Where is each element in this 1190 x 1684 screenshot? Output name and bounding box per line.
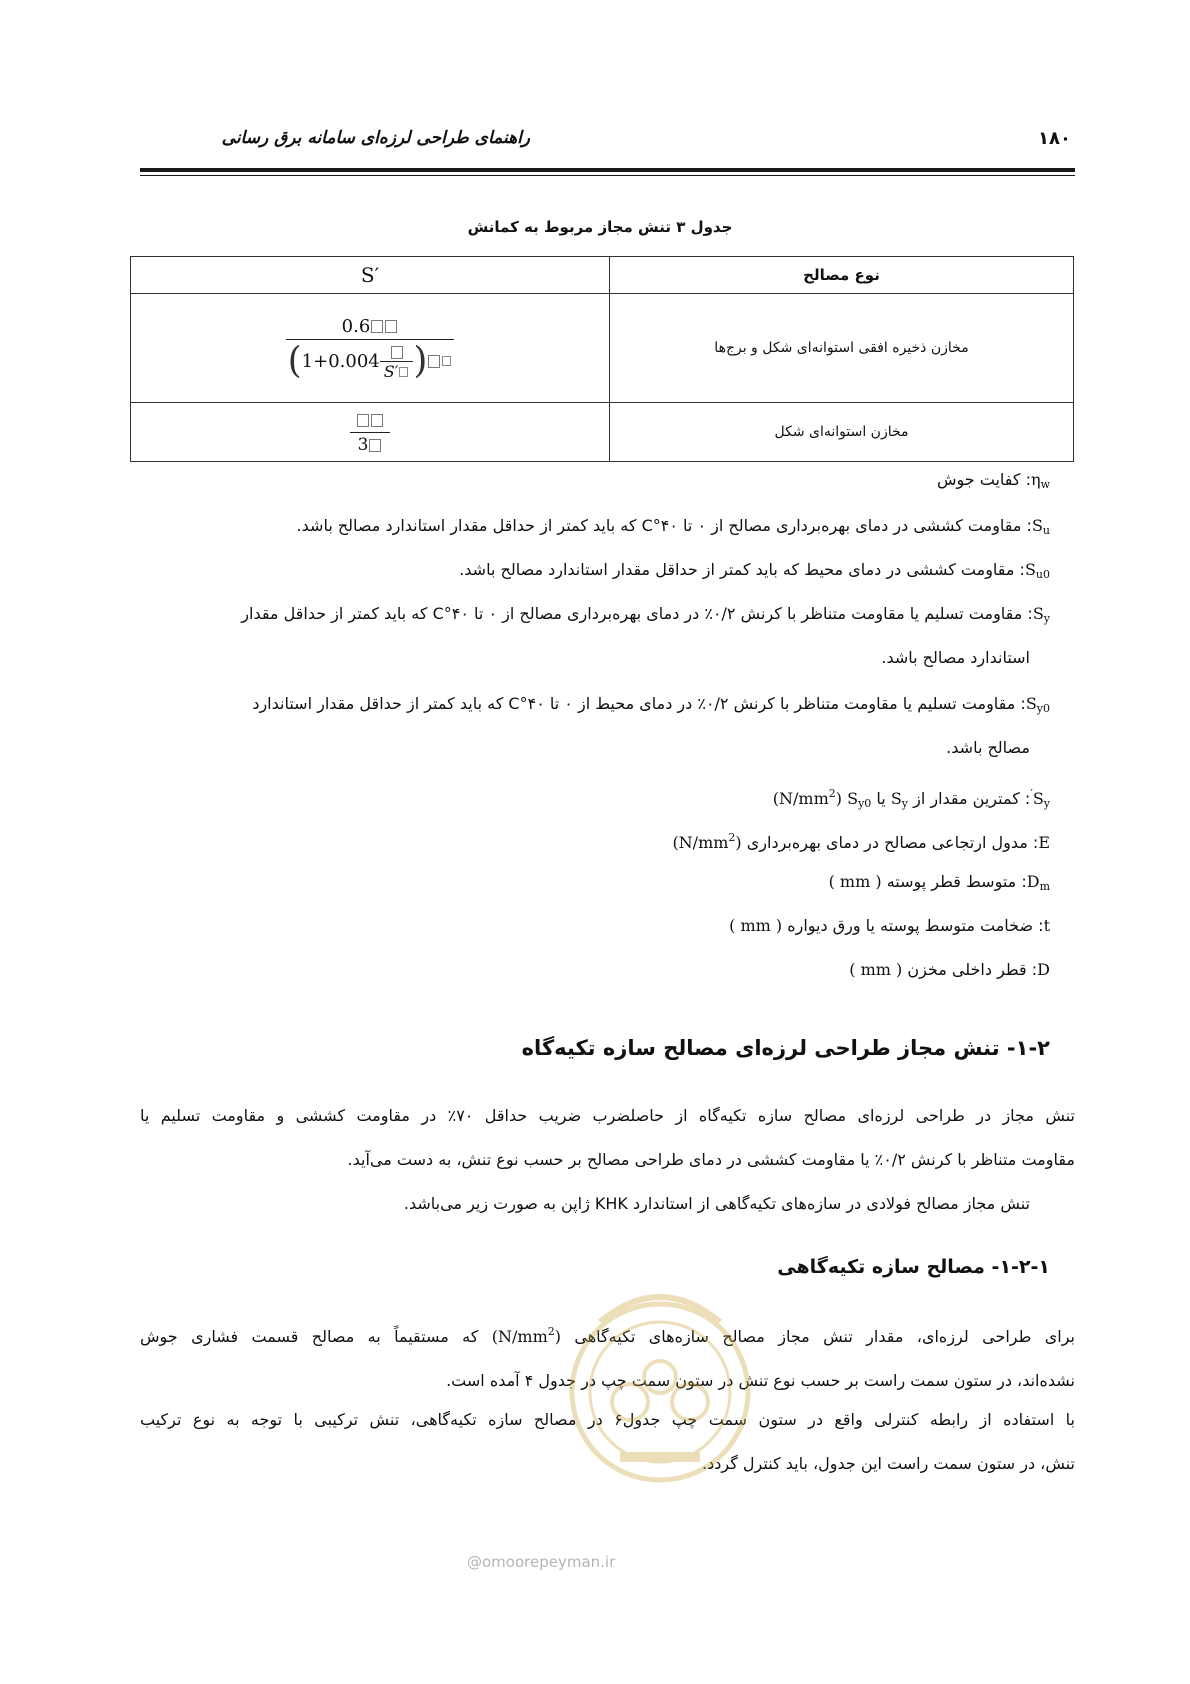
- row1-fraction: [286, 316, 455, 381]
- def-sy0-sub: y0: [1036, 702, 1050, 715]
- row1-numerator-value: 0.6: [341, 315, 371, 337]
- def-syp-unit: [773, 780, 842, 813]
- def-e-unit: [672, 824, 741, 857]
- def-t-unit: ( mm ): [729, 916, 783, 935]
- def-sy0-cont: [946, 734, 1030, 762]
- def-su: [297, 512, 1050, 545]
- s121-p2-line2: تنش، در ستون سمت راست این جدول، باید کنترل گردد.: [702, 1454, 1075, 1473]
- def-d: [849, 956, 1050, 984]
- s121-p2-line1: با استفاده از رابطه کنترلی واقع در ستون سمت چپ جدول۶ در مصالح سازه تکیه‌گاهی، تنش ترکیبی با توجه به نوع ترکیب: [140, 1410, 1076, 1429]
- watermark-seal-icon: [560, 1262, 760, 1502]
- def-syp-sub: y: [1043, 797, 1050, 810]
- row1-inner-den: [380, 361, 414, 381]
- def-sy-cont: [881, 644, 1030, 672]
- s121-p1-part-a: برای طراحی لرزه‌ای، مقدار تنش مجاز مصالح سازه‌های تکیه‌گاهی: [574, 1327, 1075, 1346]
- def-syp-a-symbol: S: [847, 789, 859, 808]
- s121-p1-unit-sup: 2: [547, 1325, 555, 1338]
- def-e-symbol: E: [1038, 833, 1050, 852]
- def-sy-cont-text: استاندارد مصالح باشد.: [881, 648, 1030, 667]
- s121-p1-part-b: که مستقیماً به مصالح قسمت فشاری جوش: [140, 1327, 479, 1346]
- row1-inner-num: [386, 342, 408, 361]
- def-sy-sub: y: [1043, 612, 1050, 625]
- row1-inner-den-value: S′: [383, 361, 399, 381]
- paren-close: ): [413, 340, 428, 381]
- def-eta-w-text: : کفایت جوش: [936, 470, 1031, 489]
- row1-material: [610, 294, 1074, 403]
- s121-p1-line2: نشده‌اند، در ستون سمت راست بر حسب نوع تنش در ستون سمت چپ در جدول ۴ آمده است.: [446, 1371, 1075, 1390]
- def-su-sub: u: [1042, 524, 1050, 537]
- page-number: ۱۸۰: [1038, 128, 1071, 149]
- header-stress-label: S′: [360, 263, 380, 287]
- def-dm-sub: m: [1039, 880, 1050, 893]
- def-e-unit-sup: 2: [728, 831, 736, 844]
- header-stress: [131, 257, 610, 294]
- def-t: [729, 912, 1050, 940]
- row1-formula: [131, 294, 610, 403]
- def-t-text: : ضخامت متوسط پوسته یا ورق دیواره: [787, 916, 1044, 935]
- def-syp-or: یا: [876, 789, 886, 808]
- def-syp-unit-sup: 2: [828, 787, 836, 800]
- header-rule-thick: [140, 168, 1075, 172]
- buckling-stress-table: [130, 256, 1074, 462]
- def-e-unit-close: ): [735, 833, 742, 852]
- def-sy-symbol: S: [1032, 604, 1044, 623]
- placeholder-box: [357, 414, 369, 427]
- def-sy: [241, 600, 1050, 633]
- placeholder-box: [391, 346, 403, 359]
- placeholder-box: [369, 439, 381, 452]
- def-sy-text: : مقاومت تسلیم یا مقاومت متناظر با کرنش ۰/۲٪ در دمای بهره‌برداری مصالح از ۰ تا ۴۰°C که باید کمتر از حداقل مقدار: [241, 604, 1033, 623]
- watermark-url: [467, 1553, 615, 1571]
- def-eta-w-sub: w: [1040, 478, 1050, 491]
- row2-formula: [131, 403, 610, 462]
- watermark-url-text: omoorepeyman.ir: [482, 1553, 616, 1571]
- row1-denominator: [286, 339, 455, 381]
- def-su-text: : مقاومت کششی در دمای بهره‌برداری مصالح از ۰ تا ۴۰°C که باید کمتر از حداقل مقدار استاندارد مصالح باشد.: [296, 516, 1032, 535]
- paren-open: (: [287, 340, 302, 381]
- def-syp-b-symbol: S: [890, 789, 902, 808]
- row1-material-label: مخازن ذخیره افقی استوانه‌ای شکل و برج‌ها: [714, 340, 969, 356]
- def-syp-a: [847, 785, 871, 818]
- watermark-at-icon: @: [467, 1553, 482, 1571]
- row2-material: [610, 403, 1074, 462]
- placeholder-box: [371, 320, 383, 333]
- row2-denominator: [350, 432, 391, 455]
- def-syp-symbol: S: [1032, 789, 1044, 808]
- def-dm-unit: ( mm ): [828, 872, 882, 891]
- def-syp-unit-close: ): [835, 789, 843, 808]
- section-heading-1-2: ۱-۲- تنش مجاز طراحی لرزه‌ای مصالح سازه تکیه‌گاه: [521, 1036, 1050, 1060]
- def-su0-symbol: S: [1024, 560, 1036, 579]
- def-dm: [829, 868, 1050, 901]
- def-e-unit-text: (N/mm: [672, 833, 729, 852]
- def-syp-unit-text: (N/mm: [772, 789, 829, 808]
- row2-numerator: [348, 410, 392, 432]
- row1-inner-fraction: [380, 342, 414, 381]
- s121-p1-unit-text: (N/mm: [491, 1327, 548, 1346]
- row2-material-label: مخازن استوانه‌ای شکل: [774, 424, 909, 440]
- placeholder-box: [399, 367, 408, 377]
- section-1-2-paragraph-1: [140, 1102, 1075, 1174]
- row2-fraction: [348, 410, 392, 455]
- def-syp-prime: ′: [1030, 787, 1033, 800]
- def-syp-a-sub: y0: [858, 797, 872, 810]
- header-material-label: نوع مصالح: [803, 266, 880, 284]
- def-t-symbol: t: [1043, 916, 1050, 935]
- def-eta-w-symbol: η: [1030, 470, 1041, 489]
- row1-den-const: 1+0.004: [301, 350, 380, 372]
- def-e-text: : مدول ارتجاعی مصالح در دمای بهره‌برداری: [746, 833, 1039, 852]
- def-dm-text: : متوسط قطر پوسته: [886, 872, 1027, 891]
- def-syp-text: : کمترین مقدار از: [913, 789, 1031, 808]
- s121-p1-unit: [492, 1318, 561, 1351]
- placeholder-box: [442, 356, 451, 366]
- section-1-2-paragraph-2: تنش مجاز مصالح فولادی در سازه‌های تکیه‌گاهی از استاندارد KHK ژاپن به صورت زیر می‌باشد.: [403, 1194, 1030, 1213]
- s12-p1-line1: تنش مجاز در طراحی لرزه‌ای مصالح سازه تکیه‌گاه از حاصلضرب ضریب حداقل ۷۰٪ در مقاومت کششی و مقاومت تسلیم یا: [140, 1106, 1075, 1125]
- def-dm-symbol: D: [1026, 872, 1040, 891]
- running-header-title: راهنمای طراحی لرزه‌ای سامانه برق رسانی: [221, 128, 530, 148]
- def-e: [672, 824, 1050, 857]
- s12-p1-line2: مقاومت متناظر با کرنش ۰/۲٪ یا مقاومت کششی در دمای طراحی مصالح بر حسب نوع تنش، به دست می‌آید.: [347, 1150, 1075, 1169]
- def-sy0-cont-text: مصالح باشد.: [946, 738, 1030, 757]
- def-sy-prime: [773, 780, 1050, 818]
- header-material: [610, 257, 1074, 294]
- def-d-text: : قطر داخلی مخزن: [907, 960, 1038, 979]
- def-sy0-text: : مقاومت تسلیم یا مقاومت متناظر با کرنش ۰/۲٪ در دمای محیط از ۰ تا ۴۰°C که باید کمتر از حداقل مقدار استاندارد: [252, 694, 1026, 713]
- placeholder-box: [371, 414, 383, 427]
- s121-p1-unit-close: ): [554, 1327, 561, 1346]
- def-sy0: [252, 690, 1050, 723]
- def-d-symbol: D: [1037, 960, 1050, 979]
- row2-den-const: 3: [357, 434, 369, 455]
- def-d-unit: ( mm ): [849, 960, 903, 979]
- def-eta-w: [937, 466, 1050, 499]
- header-rule-thin: [140, 175, 1075, 176]
- def-su0-sub: u0: [1035, 568, 1050, 581]
- def-syp-b-sub: y: [901, 797, 908, 810]
- table-caption: جدول ۳ تنش مجاز مربوط به کمانش: [467, 218, 733, 236]
- def-su0: [459, 556, 1050, 589]
- section-heading-1-2-1: ۱-۲-۱- مصالح سازه تکیه‌گاهی: [777, 1256, 1050, 1278]
- row1-numerator: [334, 316, 407, 339]
- placeholder-box: [385, 320, 397, 333]
- def-su0-text: : مقاومت کششی در دمای محیط که باید کمتر از حداقل مقدار استاندارد مصالح باشد.: [459, 560, 1025, 579]
- placeholder-box: [428, 355, 440, 368]
- def-su-symbol: S: [1031, 516, 1043, 535]
- def-sy0-symbol: S: [1025, 694, 1037, 713]
- def-syp-b: [891, 785, 908, 818]
